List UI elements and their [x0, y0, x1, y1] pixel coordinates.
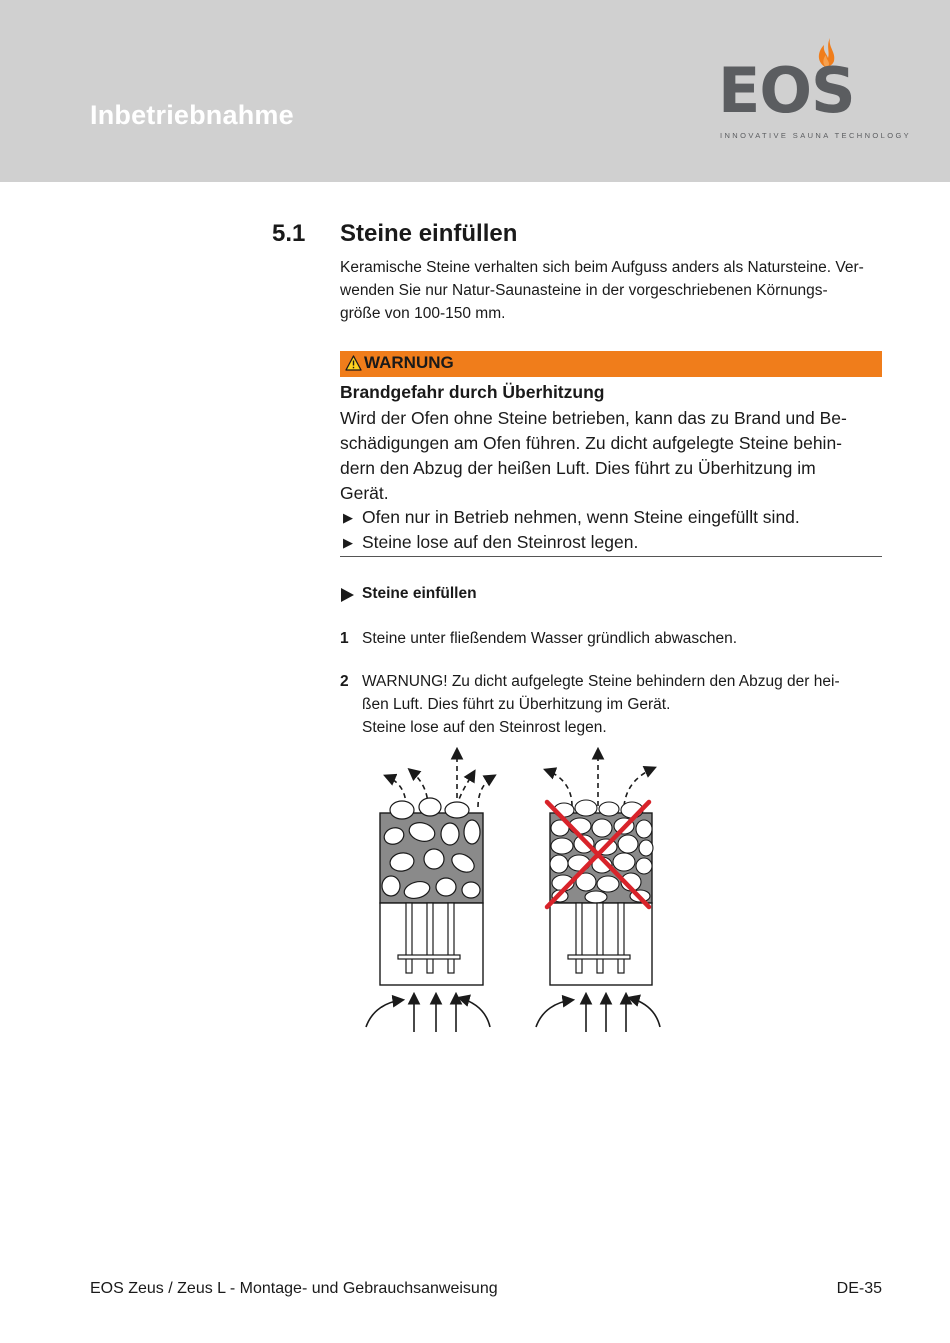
procedure-title — [340, 585, 477, 603]
step-text: Steine lose auf den Steinrost legen. — [362, 719, 607, 736]
warning-body-line: schädigungen am Ofen führen. Zu dicht aufgelegte Steine behin- — [340, 433, 843, 453]
footer-page-number: DE-35 — [836, 1280, 882, 1297]
warning-triangle-icon — [345, 355, 362, 371]
step-number: 1 — [340, 630, 349, 647]
warning-divider — [340, 556, 882, 557]
intro-line: wenden Sie nur Natur-Saunasteine in der vorgeschriebenen Körnungs- — [340, 282, 828, 299]
warning-action-text: Steine lose auf den Steinrost legen. — [362, 532, 639, 552]
logo-wordmark: EOS — [718, 54, 855, 127]
step-text: Steine unter fließendem Wasser gründlich abwaschen. — [362, 630, 738, 647]
warning-action-item — [340, 505, 885, 530]
intro-line: größe von 100-150 mm. — [340, 305, 506, 322]
bullet-arrow-icon: ▶ — [343, 510, 353, 525]
procedure-title-text: Steine einfüllen — [362, 585, 477, 602]
warning-body-line: Gerät. — [340, 483, 389, 503]
logo-tagline: INNOVATIVE SAUNA TECHNOLOGY — [720, 131, 912, 140]
warning-body-line: dern den Abzug der heißen Luft. Dies führt zu Überhitzung im — [340, 458, 816, 478]
footer-document-title: EOS Zeus / Zeus L - Montage- und Gebrauchsanweisung — [90, 1280, 498, 1297]
warning-action-item — [340, 530, 885, 555]
step-text: WARNUNG! Zu dicht aufgelegte Steine behindern den Abzug der hei- — [362, 673, 840, 690]
section-title: Steine einfüllen — [340, 220, 518, 247]
bullet-arrow-icon: ▶ — [343, 535, 353, 550]
warning-body-line: Wird der Ofen ohne Steine betrieben, kann das zu Brand und Be- — [340, 408, 847, 428]
chapter-title: Inbetriebnahme — [90, 100, 294, 130]
intro-line: Keramische Steine verhalten sich beim Aufguss anders als Natursteine. Ver- — [340, 259, 864, 276]
warning-banner — [340, 351, 882, 377]
warning-body — [340, 406, 885, 506]
warning-actions — [340, 505, 885, 555]
warning-heading: Brandgefahr durch Überhitzung — [340, 382, 605, 402]
step-text: ßen Luft. Dies führt zu Überhitzung im Gerät. — [362, 696, 671, 713]
eos-logo — [716, 34, 912, 144]
intro-paragraph — [340, 256, 885, 325]
page-header — [0, 0, 950, 182]
stone-placement-diagram — [350, 740, 680, 1040]
stove-correct — [366, 750, 494, 1032]
stove-incorrect — [536, 750, 660, 1032]
step-number: 2 — [340, 673, 349, 690]
warning-label: WARNUNG — [364, 353, 454, 372]
section-number: 5.1 — [272, 220, 306, 247]
warning-action-text: Ofen nur in Betrieb nehmen, wenn Steine eingefüllt sind. — [362, 507, 800, 527]
